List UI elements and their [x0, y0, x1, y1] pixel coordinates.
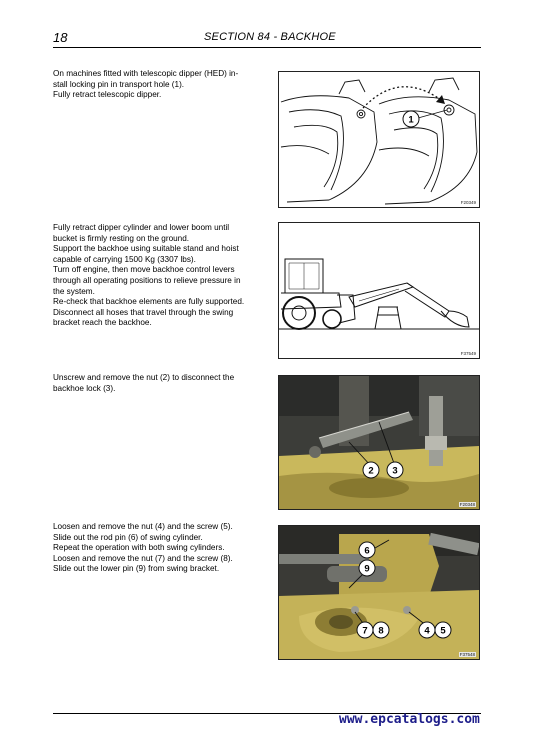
figure-code: F20348: [459, 502, 475, 507]
backhoe-line-drawing: [279, 223, 479, 358]
text-line: Fully retract dipper cylinder and lower boom until: [53, 223, 230, 232]
figure-backhoe-lock-photo: [278, 375, 480, 510]
backhoe-lock-photo: [279, 376, 479, 509]
text-line: capable of carrying 1500 Kg (3307 lbs).: [53, 254, 196, 264]
step-3-text: [53, 373, 261, 394]
callout-label: 8: [378, 625, 384, 637]
text-line: Disconnect all hoses that travel through the swing: [53, 307, 234, 317]
figure-code: F20349: [460, 200, 476, 205]
step-4-text: [53, 522, 261, 575]
text-line: Turn off engine, then move backhoe control levers: [53, 265, 235, 275]
text-line: Fully retract telescopic dipper.: [53, 90, 162, 100]
header-rule: [53, 47, 481, 48]
swing-pins-photo: [279, 526, 479, 659]
callout-8: [373, 622, 389, 638]
text-line: stall locking pin in transport hole (1).: [53, 79, 185, 89]
text-line: the system.: [53, 286, 95, 296]
figure-backhoe-support: [278, 222, 480, 359]
callout-label: 1: [408, 114, 414, 126]
text-line: Loosen and remove the nut (7) and the screw (8).: [53, 553, 233, 563]
text-line: Loosen and remove the nut (4) and the screw (5).: [53, 522, 233, 531]
figure-code: F37548: [459, 652, 475, 657]
text-line: Unscrew and remove the nut (2) to disconnect the: [53, 373, 235, 382]
callout-label: 3: [392, 465, 398, 477]
text-line: bracket reach the backhoe.: [53, 318, 152, 328]
step-2-text: [53, 223, 261, 329]
callout-label: 6: [364, 545, 370, 557]
figure-dipper-lock-pin: [278, 71, 480, 208]
text-line: backhoe lock (3).: [53, 383, 116, 393]
text-line: Slide out the rod pin (6) of swing cylinder.: [53, 532, 203, 542]
page-number: 18: [53, 30, 68, 45]
text-line: Re-check that backhoe elements are fully supported.: [53, 297, 245, 307]
callout-label: 2: [368, 465, 374, 477]
text-line: Support the backhoe using suitable stand and hoist: [53, 244, 239, 254]
callout-label: 7: [362, 625, 368, 637]
figure-code: F37549: [460, 351, 476, 356]
text-line: Slide out the lower pin (9) from swing bracket.: [53, 564, 220, 574]
dipper-line-drawing: [279, 72, 479, 207]
text-line: bucket is firmly resting on the ground.: [53, 233, 190, 243]
figure-swing-pins-photo: [278, 525, 480, 660]
footer-watermark-url[interactable]: www.epcatalogs.com: [339, 712, 480, 727]
page-header: [53, 30, 481, 46]
text-line: On machines fitted with telescopic dipper (HED) in-: [53, 69, 239, 78]
callout-label: 5: [440, 625, 446, 637]
step-1-text: [53, 69, 261, 101]
text-line: Repeat the operation with both swing cylinders.: [53, 543, 225, 553]
text-line: through all operating positions to relieve pressure in: [53, 275, 241, 285]
callout-label: 4: [424, 625, 430, 637]
callout-5: [435, 622, 451, 638]
section-title: SECTION 84 - BACKHOE: [204, 31, 336, 43]
callout-label: 9: [364, 563, 370, 575]
